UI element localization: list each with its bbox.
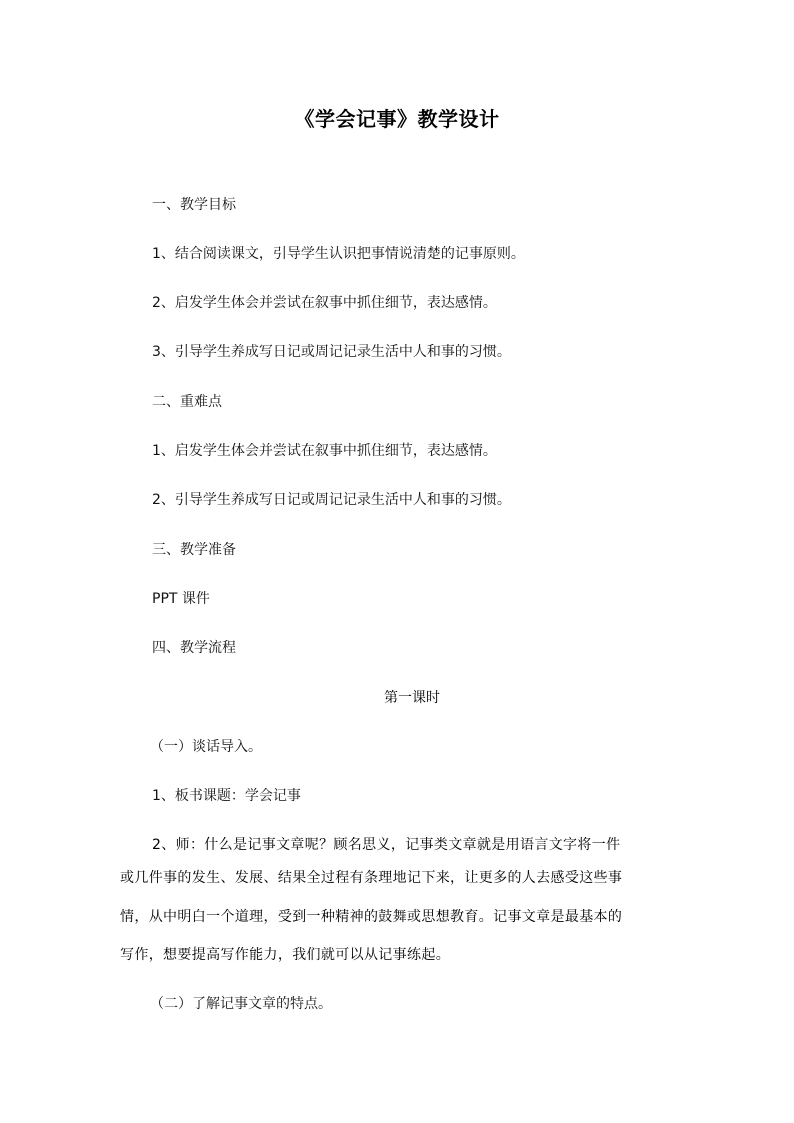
document-title: 《学会记事》教学设计: [294, 107, 500, 131]
step-1: 1、板书课题：学会记事: [152, 788, 301, 804]
section-heading-objectives: 一、教学目标: [152, 197, 236, 213]
objective-item-3: 3、引导学生养成写日记或周记记录生活中人和事的习惯。: [152, 344, 511, 360]
section-heading-process: 四、教学流程: [152, 640, 236, 656]
objective-item-2: 2、启发学生体会并尝试在叙事中抓住细节，表达感情。: [152, 295, 497, 311]
section-heading-key-points: 二、重难点: [152, 394, 222, 410]
lesson-label: 第一课时: [384, 690, 440, 706]
step-2-line: 或几件事的发生、发展、结果全过程有条理地记下来，让更多的人去感受这些事: [120, 870, 623, 886]
section-heading-preparation: 三、教学准备: [152, 542, 236, 558]
step-2-line: 写作，想要提高写作能力，我们就可以从记事练起。: [120, 947, 451, 963]
part2-heading: （二）了解记事文章的特点。: [150, 996, 332, 1012]
objective-item-1: 1、结合阅读课文，引导学生认识把事情说清楚的记事原则。: [152, 246, 525, 262]
preparation-content: PPT 课件: [152, 591, 210, 607]
key-point-item-1: 1、启发学生体会并尝试在叙事中抓住细节，表达感情。: [152, 443, 497, 459]
step-2-line: 情，从中明白一个道理，受到一种精神的鼓舞或思想教育。记事文章是最基本的: [120, 909, 623, 925]
key-point-item-2: 2、引导学生养成写日记或周记记录生活中人和事的习惯。: [152, 492, 511, 508]
step-2-line: 2、师：什么是记事文章呢？顾名思义，记事类文章就是用语言文字将一件: [152, 837, 621, 853]
part1-heading: （一）谈话导入。: [150, 739, 262, 755]
